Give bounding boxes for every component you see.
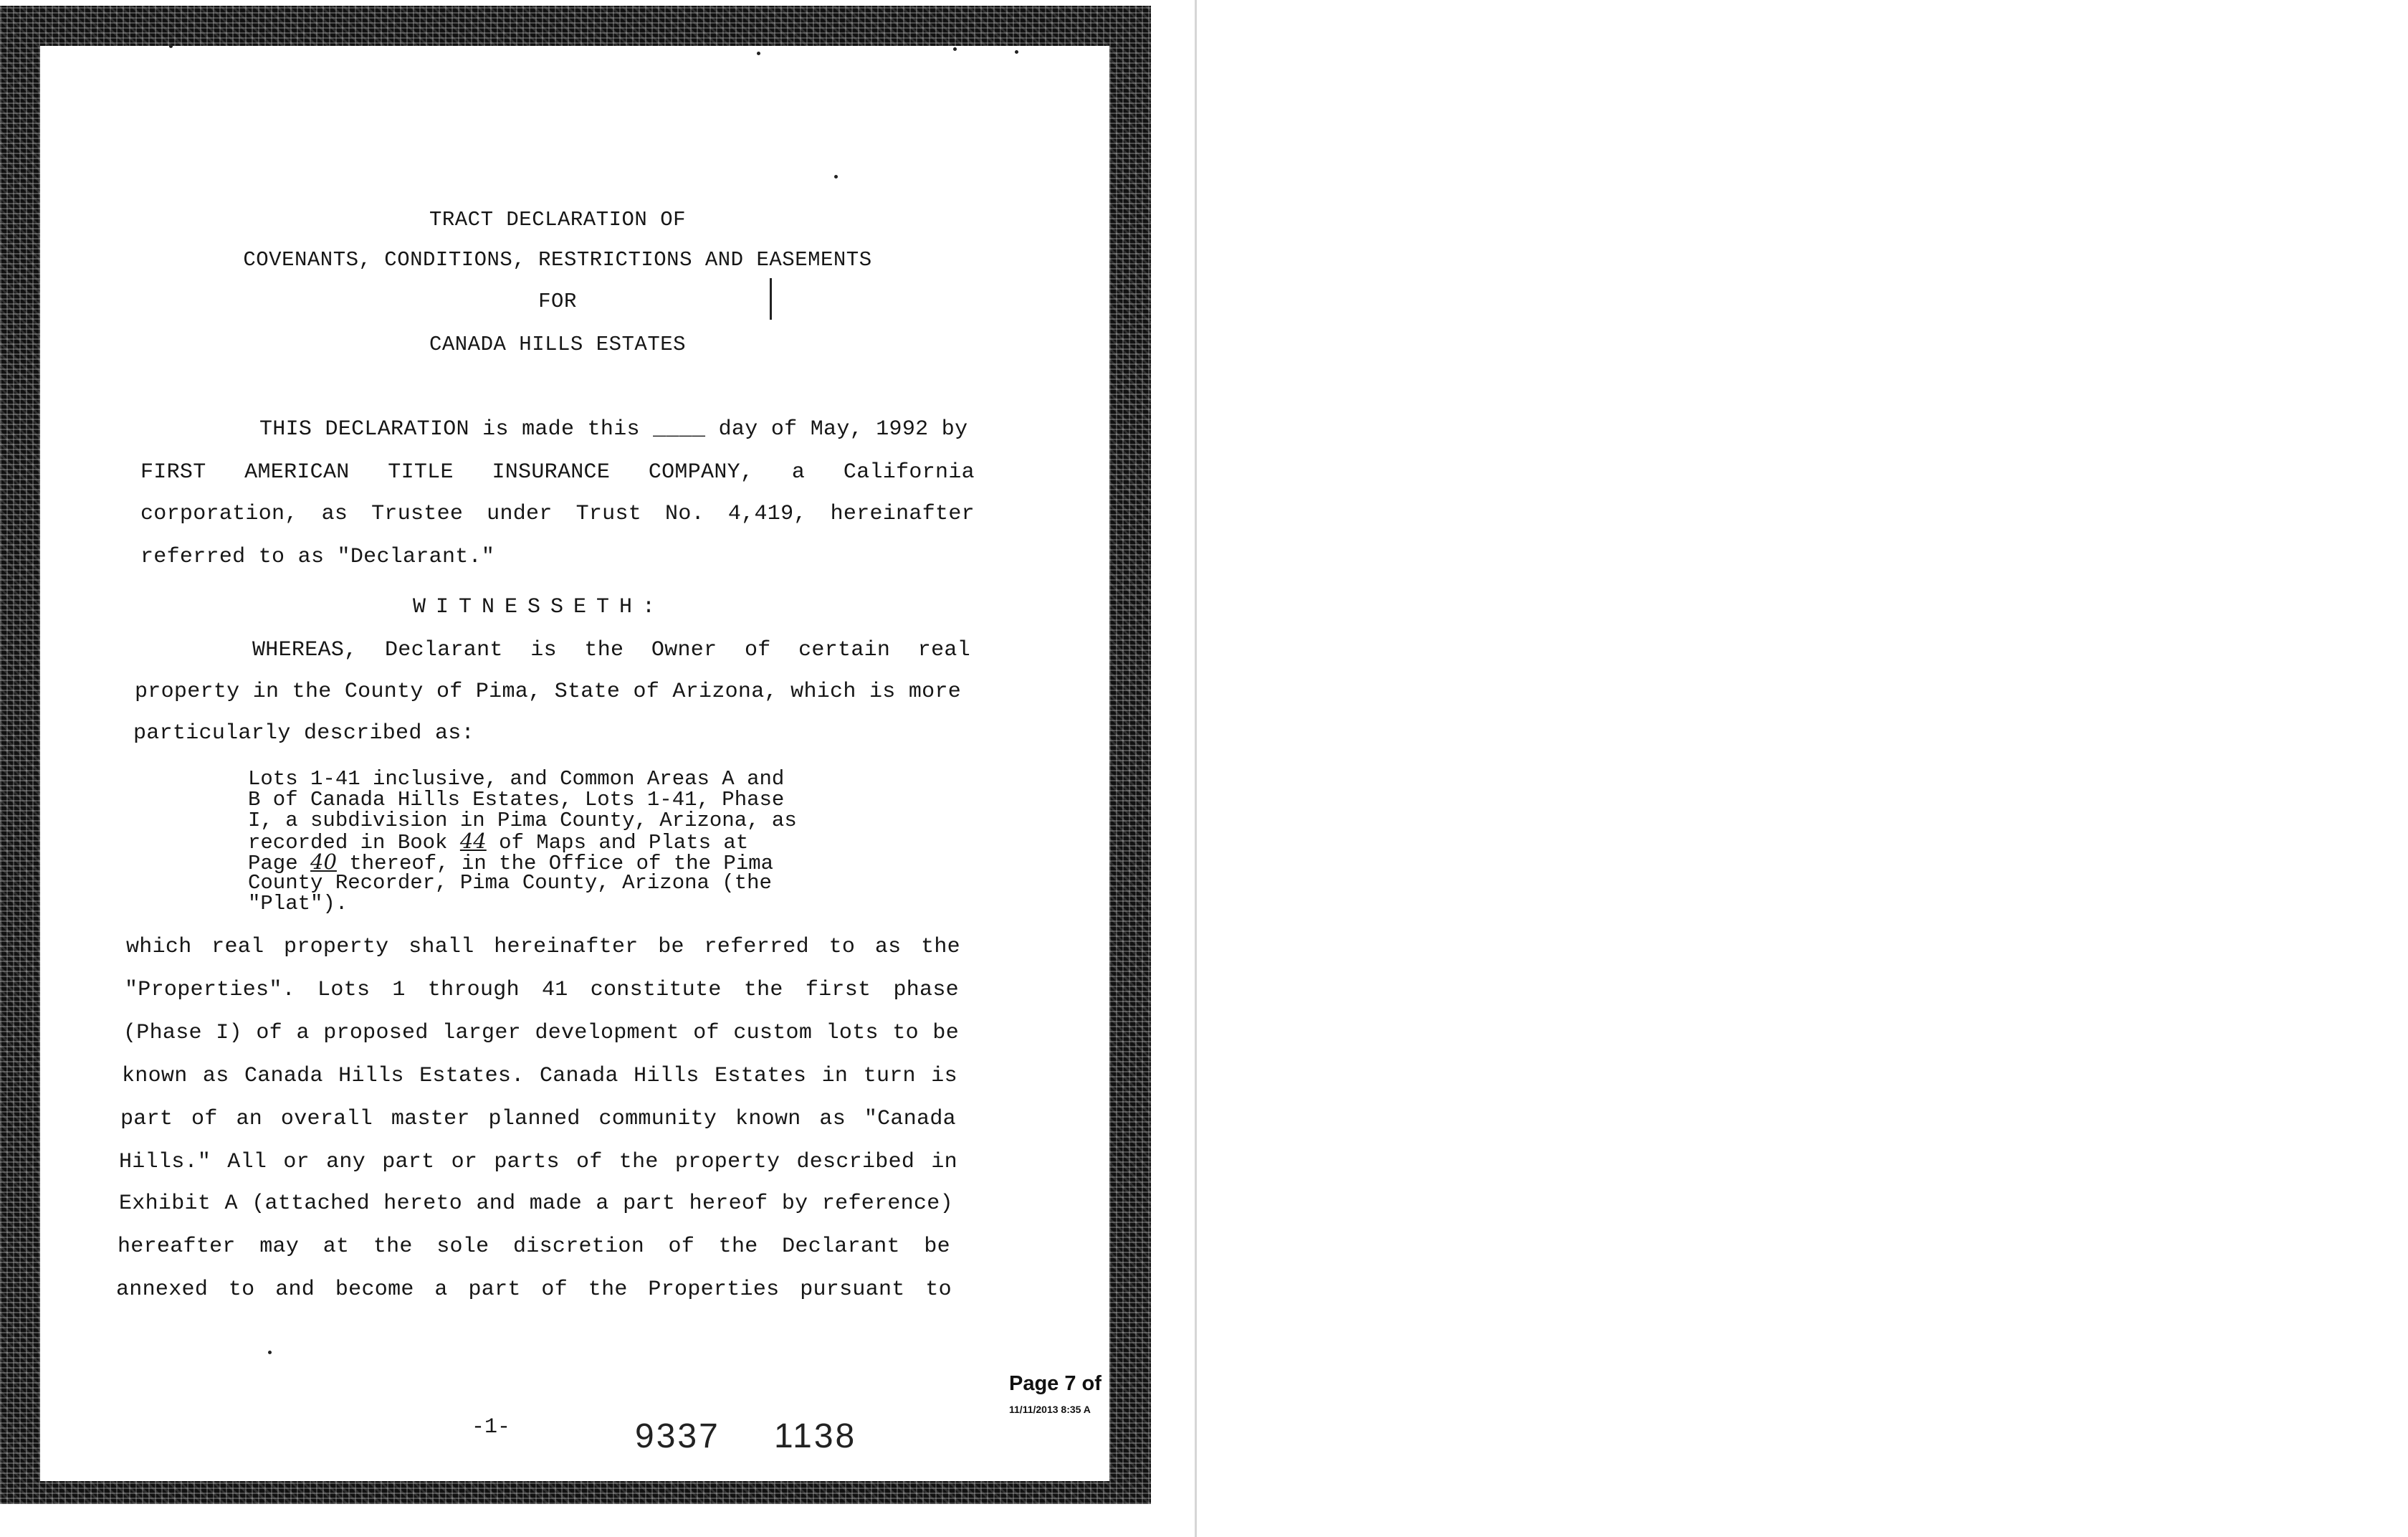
body-word: the [373,1234,413,1259]
body-line [125,978,959,1002]
legal-page-lead: Page [248,852,298,875]
body-word: described [796,1150,915,1174]
body-line [118,1234,950,1259]
body-word: may [259,1234,300,1259]
scan-mark [770,278,772,320]
body-word: hereinafter [494,935,639,959]
body-word: I) [216,1021,242,1045]
body-word: shall [408,935,474,959]
witnesseth-heading: WITNESSETH: [413,595,666,619]
recorder-page-stamp: Page 7 of [1009,1372,1102,1395]
whereas-l1-word: certain [798,638,891,662]
body-word: the [743,978,783,1002]
body-word: Estates. [419,1064,525,1088]
body-word: through [427,978,520,1002]
body-word: (Phase [123,1021,202,1045]
heading-line-2: COVENANTS, CONDITIONS, RESTRICTIONS AND EASEMENTS [243,248,872,272]
intro-l3-word: Trust [575,502,642,526]
docket-number: 9337 [635,1417,720,1455]
heading-line-4: CANADA HILLS ESTATES [429,333,687,356]
body-word: A [224,1191,238,1216]
intro-line-1 [259,417,975,442]
body-word: hereto [383,1191,463,1216]
body-word: to [828,935,856,959]
body-word: which [126,935,192,959]
scan-speck [757,52,760,55]
page-number-handwritten: 40 [310,850,337,874]
body-word: to [892,1021,919,1045]
body-word: Estates [715,1064,807,1088]
page-edge-divider [1195,0,1197,1537]
body-word: as [874,935,902,959]
body-word: at [322,1234,350,1259]
intro-l3-word: corporation, [140,502,298,526]
intro-l3-word: under [487,502,553,526]
body-word: part [120,1107,173,1131]
body-word: be [658,935,684,959]
body-word: be [924,1234,950,1259]
whereas-line-2: property in the County of Pima, State of Arizona, which is more [135,680,962,704]
body-word: hereof [689,1191,768,1216]
body-word: Declarant [782,1234,900,1259]
legal-line-2: B of Canada Hills Estates, Lots 1-41, Phase [248,788,785,812]
body-word: the [618,1150,659,1174]
intro-l3-word: hereinafter [830,502,975,526]
intro-l3-word: as [321,502,348,526]
legal-line-3: I, a subdivision in Pima County, Arizona, as [248,809,797,832]
intro-l2-word: COMPANY, [648,460,754,485]
body-word: master [391,1107,470,1131]
body-word: become [335,1277,414,1302]
body-word: real [211,935,264,959]
legal-page-rest: thereof, in the Office of the Pima [349,852,774,875]
body-word: made [529,1191,583,1216]
body-line [120,1107,956,1131]
body-word: 1 [392,978,406,1002]
body-word: Canada [539,1064,618,1088]
body-word: is [931,1064,957,1088]
heading-line-3: FOR [538,290,577,313]
body-word: Properties [648,1277,780,1302]
scan-speck [834,175,838,179]
body-word: known [122,1064,188,1088]
whereas-l1-word: WHEREAS, [252,638,358,662]
body-line [122,1064,957,1088]
body-word: referred [704,935,809,959]
body-word: the [921,935,960,959]
body-word: Hills [634,1064,699,1088]
body-word: to [228,1277,255,1302]
body-word: 41 [541,978,568,1002]
body-word: overall [280,1107,373,1131]
legal-book-lead: recorded in Book [248,831,448,855]
body-word: of [693,1021,720,1045]
body-word: known [735,1107,801,1131]
scan-speck [1015,50,1018,54]
legal-line-6: County Recorder, Pima County, Arizona (the [248,871,772,895]
intro-line-4: referred to as "Declarant." [140,545,495,569]
body-word: Exhibit [119,1191,211,1216]
scan-speck [169,44,173,48]
body-word: sole [436,1234,489,1259]
body-word: a [296,1021,310,1045]
intro-line-3 [140,502,975,526]
whereas-l1-word: Owner [651,638,717,662]
body-word: a [596,1191,609,1216]
body-word: or [451,1150,478,1174]
body-word: development [535,1021,679,1045]
body-word: All [227,1150,267,1174]
body-word: the [588,1277,628,1302]
intro-l2-word: a [791,460,806,485]
body-word: any [326,1150,366,1174]
scan-speck [268,1351,272,1354]
body-word: and [476,1191,516,1216]
whereas-l1-word: of [744,638,771,662]
body-word: planned [488,1107,580,1131]
page-marker: -1- [472,1415,511,1440]
intro-l2-word: FIRST [140,460,206,485]
body-word: constitute [590,978,722,1002]
body-word: the [718,1234,758,1259]
body-line [119,1191,953,1216]
body-word: reference) [821,1191,953,1216]
intro-l3-word: 4,419, [727,502,807,526]
body-word: (attached [252,1191,370,1216]
body-word: of [256,1021,282,1045]
body-word: property [284,935,389,959]
body-line [119,1150,957,1174]
whereas-l1-word: Declarant [384,638,503,662]
body-word: in [931,1150,957,1174]
whereas-line-3: particularly described as: [133,721,474,746]
body-word: turn [863,1064,916,1088]
body-word: of [541,1277,568,1302]
intro-l2-word: INSURANCE [492,460,611,485]
body-line [126,935,960,959]
body-word: community [598,1107,717,1131]
body-word: discretion [512,1234,645,1259]
body-word: or [283,1150,310,1174]
body-word: lots [826,1021,879,1045]
body-word: part [468,1277,521,1302]
body-word: Canada [244,1064,323,1088]
body-word: part [382,1150,435,1174]
body-word: of [668,1234,695,1259]
body-word: "Properties". [125,978,295,1002]
body-word: first [805,978,871,1002]
body-word: hereafter [118,1234,236,1259]
body-word: pursuant [800,1277,905,1302]
scan-speck [953,47,957,51]
whereas-l1-word: is [530,638,557,662]
whereas-l1-word: the [584,638,624,662]
body-word: larger [442,1021,521,1045]
body-word: parts [494,1150,560,1174]
whereas-l1-word: real [917,638,970,662]
body-word: property [674,1150,780,1174]
body-word: Hills [338,1064,404,1088]
legal-line-1: Lots 1-41 inclusive, and Common Areas A and [248,767,785,791]
book-number-handwritten: 44 [459,829,487,853]
intro-l2-word: California [843,460,975,485]
intro-l3-word: No. [665,502,704,526]
intro-l2-word: AMERICAN [244,460,350,485]
intro-l3-word: Trustee [371,502,464,526]
recorder-date-stamp: 11/11/2013 8:35 A [1009,1404,1091,1415]
body-word: as [819,1107,846,1131]
body-word: of [576,1150,603,1174]
body-word: proposed [323,1021,429,1045]
heading-line-1: TRACT DECLARATION OF [429,208,687,232]
intro-rest: is made this ____ day of May, 1992 by [482,417,968,442]
intro-l2-word: TITLE [388,460,454,485]
body-word: an [236,1107,263,1131]
body-word: and [275,1277,315,1302]
body-word: to [925,1277,952,1302]
body-line [116,1277,952,1302]
body-word: part [623,1191,676,1216]
body-word: "Canada [864,1107,956,1131]
body-word: as [202,1064,229,1088]
legal-line-7: "Plat"). [248,892,348,915]
legal-book-rest: of Maps and Plats at [499,831,749,855]
body-word: of [191,1107,218,1131]
body-word: phase [893,978,959,1002]
body-word: Lots [317,978,371,1002]
whereas-line-1 [252,638,970,662]
body-word: a [434,1277,448,1302]
recording-page-number: 1138 [774,1417,857,1455]
body-line [123,1021,959,1045]
body-word: be [932,1021,959,1045]
body-word: custom [733,1021,813,1045]
body-word: Hills." [119,1150,211,1174]
body-word: by [781,1191,808,1216]
body-word: annexed [116,1277,209,1302]
intro-line-2 [140,460,975,485]
intro-lead: THIS DECLARATION [259,417,469,442]
body-word: in [821,1064,849,1088]
